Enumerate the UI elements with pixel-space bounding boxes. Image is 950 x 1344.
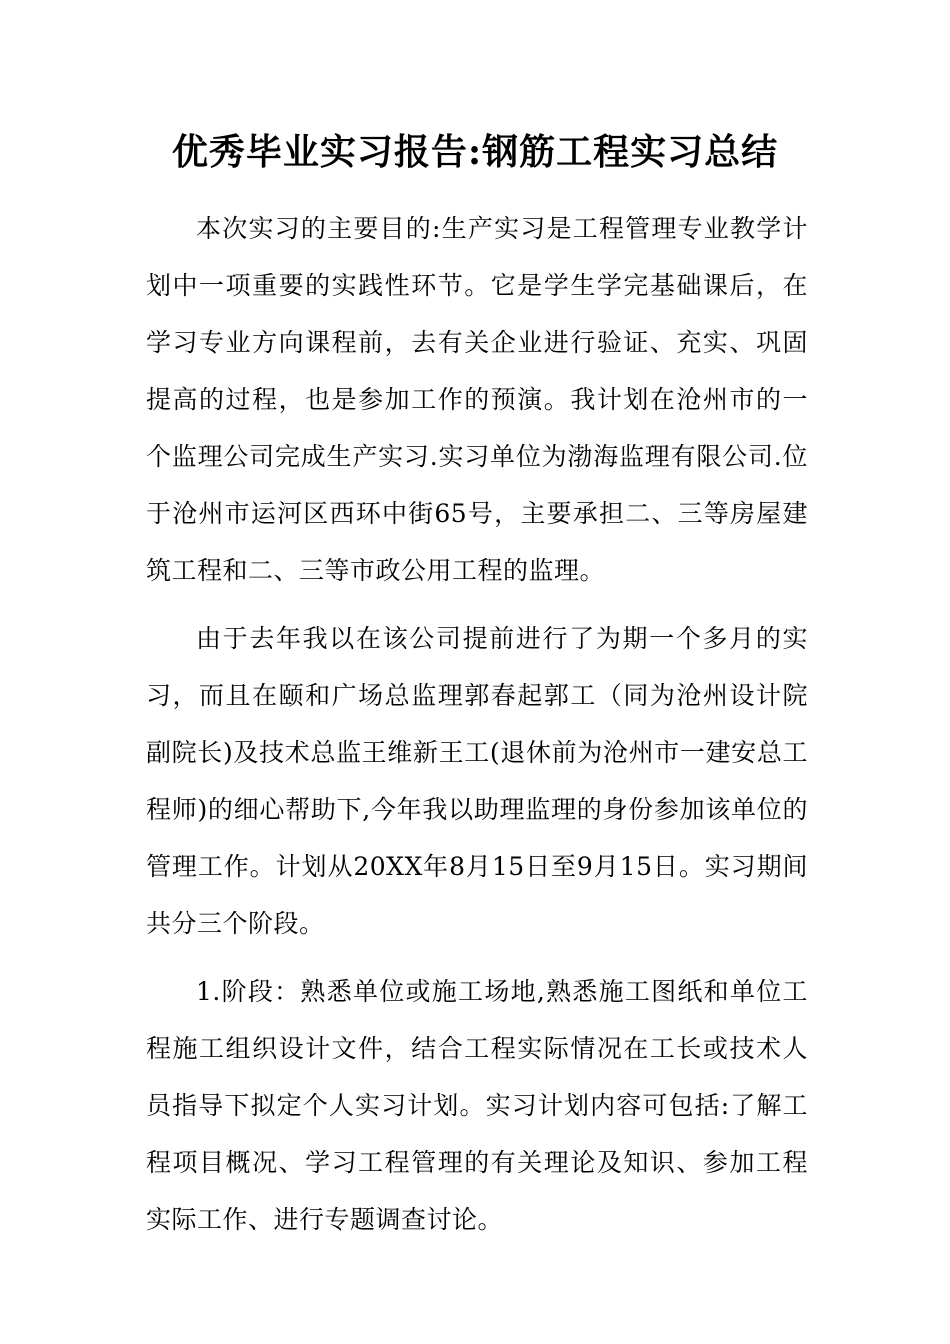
paragraph-background: 由于去年我以在该公司提前进行了为期一个多月的实习，而且在颐和广场总监理郭春起郭工（同为沧州设计院副院长)及技术总监王维新王工(退休前为沧州市一建安总工程师)的细心帮助下,今年我以助理监理的身份参加该单位的管理工作。计划从20XX年8月15日至9月15日。实习期间共分三个阶段。 bbox=[146, 624, 808, 938]
document-body bbox=[146, 200, 808, 1259]
document-title: 优秀毕业实习报告:钢筋工程实习总结 bbox=[171, 131, 779, 173]
paragraph-purpose: 本次实习的主要目的:生产实习是工程管理专业教学计划中一项重要的实践性环节。它是学生学完基础课后，在学习专业方向课程前，去有关企业进行验证、充实、巩固提高的过程，也是参加工作的预演。我计划在沧州市的一个监理公司完成生产实习.实习单位为渤海监理有限公司.位于沧州市运河区西环中街65号，主要承担二、三等房屋建筑工程和二、三等市政公用工程的监理。 bbox=[146, 214, 808, 585]
paragraph-stage-one: 1.阶段：熟悉单位或施工场地,熟悉施工图纸和单位工程施工组织设计文件，结合工程实际情况在工长或技术人员指导下拟定个人实习计划。实习计划内容可包括:了解工程项目概况、学习工程管理的有关理论及知识、参加工程实际工作、进行专题调查讨论。 bbox=[146, 977, 808, 1234]
